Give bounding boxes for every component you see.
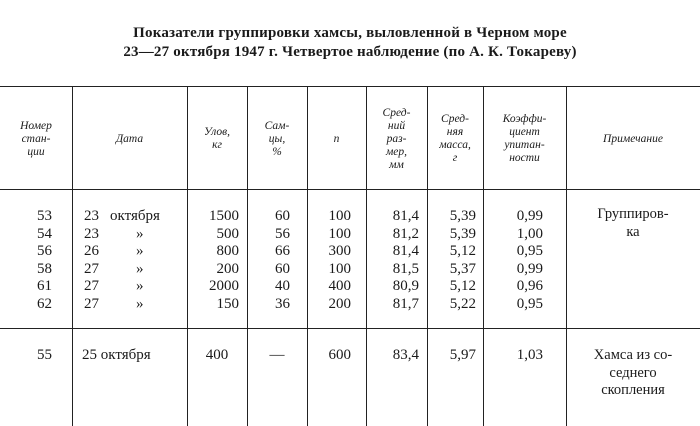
cell-month: октября	[110, 208, 160, 224]
cell-catch: 800	[216, 243, 239, 260]
header-catch: Улов, кг	[204, 126, 230, 151]
cell-females: 40	[275, 278, 290, 295]
header-note: Примечание	[603, 132, 663, 145]
cell-coefficient: 0,96	[516, 278, 543, 295]
header-station: Номер стан- ции	[20, 119, 52, 158]
header-coefficient: Коэффи- циент упитан- ности	[502, 113, 547, 164]
cell-length: 81,7	[392, 296, 419, 312]
header-bottom-rule	[0, 189, 700, 190]
cell-catch: 150	[216, 296, 239, 312]
cell-catch: 1500	[209, 208, 239, 224]
cell-length: 80,9	[392, 278, 419, 295]
cell-coefficient: 0,95	[516, 243, 543, 260]
cell-mass: 5,97	[449, 347, 476, 363]
cell-month: »	[136, 278, 144, 295]
cell-n: 200	[328, 296, 351, 312]
cell-station: 55	[37, 347, 52, 363]
header-mass: Сред- няя масса, г	[439, 113, 471, 164]
cell-coefficient: 1,00	[516, 225, 543, 242]
cell-females: 60	[275, 260, 290, 277]
cell-females: 66	[275, 243, 290, 260]
cell-catch: 400	[205, 347, 229, 363]
cell-day: 23	[84, 208, 99, 224]
header-females: Сам- цы, %	[264, 119, 290, 158]
cell-day: 26	[84, 243, 99, 260]
cell-day: 27	[84, 278, 99, 295]
cell-day: 23	[84, 225, 99, 242]
header-n: n	[333, 132, 340, 145]
cell-length: 81,5	[392, 260, 419, 277]
cell-coefficient: 0,95	[516, 296, 543, 312]
cell-date: 25 октября	[82, 347, 151, 363]
cell-length: 81,4	[392, 243, 419, 260]
cell-females: 56	[275, 225, 290, 242]
header-top-rule	[0, 86, 700, 87]
cell-day: 27	[84, 260, 99, 277]
cell-coefficient: 0,99	[516, 208, 543, 224]
cell-mass: 5,37	[449, 260, 476, 277]
header-date: Дата	[115, 132, 144, 145]
cell-catch: 2000	[209, 278, 239, 295]
cell-station: 62	[37, 296, 52, 312]
cell-n: 600	[328, 347, 351, 363]
cell-n: 400	[328, 278, 351, 295]
cell-note: Хамса из со- седнего скопления	[593, 347, 673, 398]
cell-n: 100	[328, 225, 351, 242]
cell-length: 81,4	[392, 208, 419, 224]
cell-month: »	[136, 260, 144, 277]
cell-mass: 5,39	[449, 208, 476, 224]
cell-catch: 500	[216, 225, 239, 242]
cell-females: 60	[275, 208, 290, 224]
cell-coefficient: 0,99	[516, 260, 543, 277]
cell-mass: 5,12	[449, 278, 476, 295]
cell-station: 61	[37, 278, 52, 295]
table-title	[0, 24, 700, 62]
cell-station: 58	[37, 260, 52, 277]
cell-month: »	[136, 243, 144, 260]
cell-station: 56	[37, 243, 52, 260]
title-line-2: 23—27 октября 1947 г. Четвертое наблюдение (по А. К. Токареву)	[123, 44, 577, 60]
header-length: Сред- ний раз- мер, мм	[382, 106, 411, 171]
cell-station: 53	[37, 208, 52, 224]
cell-females: —	[269, 347, 285, 363]
cell-n: 100	[328, 208, 351, 224]
cell-n: 100	[328, 260, 351, 277]
cell-month: »	[136, 296, 144, 312]
cell-month: »	[136, 225, 144, 242]
cell-catch: 200	[216, 260, 239, 277]
cell-coefficient: 1,03	[516, 347, 543, 363]
cell-length: 81,2	[392, 225, 419, 242]
group-note: Группиров- ка	[597, 206, 669, 240]
cell-females: 36	[275, 296, 290, 312]
cell-length: 83,4	[392, 347, 419, 363]
cell-mass: 5,22	[449, 296, 476, 312]
cell-n: 300	[328, 243, 351, 260]
cell-mass: 5,39	[449, 225, 476, 242]
cell-station: 54	[37, 225, 52, 242]
title-line-1: Показатели группировки хамсы, выловленной в Черном море	[133, 25, 567, 41]
cell-mass: 5,12	[449, 243, 476, 260]
cell-day: 27	[84, 296, 99, 312]
last-row-rule	[0, 328, 700, 329]
